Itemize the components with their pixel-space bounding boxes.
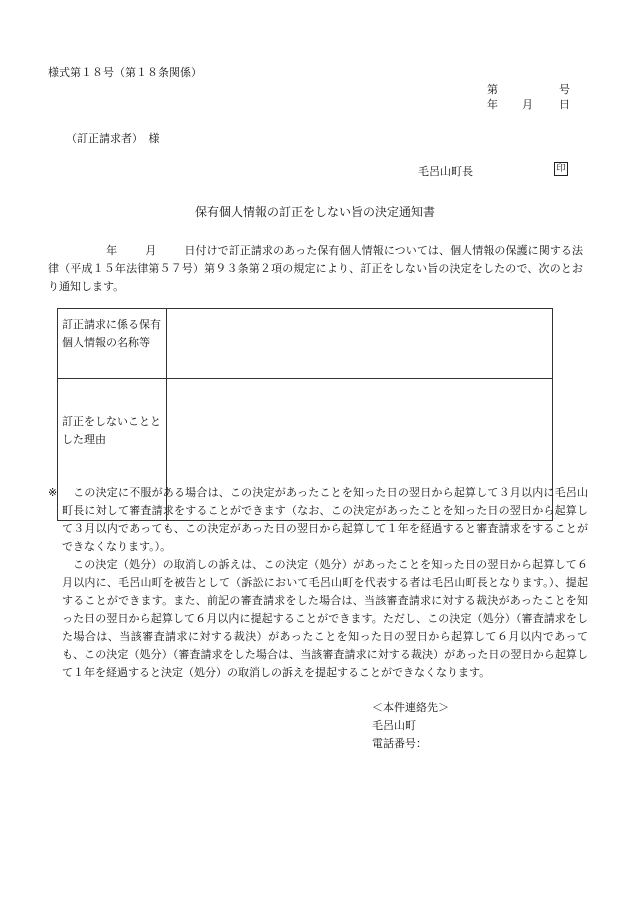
table-row: [58, 309, 553, 379]
note-paragraph-1: [48, 484, 588, 556]
intro-year: 年: [106, 244, 118, 257]
form-id: 様式第１８号（第１８条関係）: [48, 66, 202, 79]
date-month: 月: [522, 98, 533, 111]
number-suffix: 号: [559, 83, 570, 96]
contact-block: [372, 699, 449, 753]
note-text-1: この決定に不服がある場合は、この決定があったことを知った日の翌日から起算して３月以内に毛呂山町長に対して審査請求をすることができます（なお、この決定があったことを知った日の翌日から起算して３月以内であっても、この決定があった日の翌日から起算して１年を経過すると審査請求をすることができなくなります。）。: [62, 486, 588, 553]
row1-value: [167, 309, 553, 379]
note-paragraph-2: この決定（処分）の取消しの訴えは、この決定（処分）があったことを知った日の翌日から起算して６月以内に、毛呂山町を被告として（訴訟において毛呂山町を代表する者は毛呂山町長となります。）、提起することができます。また、前記の審査請求をした場合は、当該審査請求に対する裁決があったことを知った日の翌日から起算して６月以内に提起することができます。ただし、この決定（処分）（審査請求をした場合は、当該審査請求に対する裁決）があったことを知った日の翌日から起算して６月以内であっても、この決定（処分）（審査請求をした場合は、当該審査請求に対する裁決）があった日の翌日から起算して１年を経過すると決定（処分）の取消しの訴えを提起することができなくなります。: [62, 558, 588, 679]
date-year: 年: [487, 98, 498, 111]
number-prefix: 第: [487, 83, 498, 96]
contact-org: 毛呂山町: [372, 719, 416, 732]
intro-paragraph: [48, 242, 583, 296]
document-title: 保有個人情報の訂正をしない旨の決定通知書: [194, 205, 435, 219]
note-mark: ※: [48, 486, 58, 499]
sender: 毛呂山町長: [418, 165, 473, 178]
intro-month: 月: [145, 244, 157, 257]
row1-label: 訂正請求に係る保有個人情報の名称等: [58, 309, 167, 379]
contact-phone-label: 電話番号：: [372, 737, 427, 750]
notes: [48, 484, 588, 682]
date-day: 日: [559, 98, 570, 111]
row2-label: 訂正をしないこととした理由: [58, 379, 167, 521]
recipient: （訂正請求者） 様: [66, 132, 160, 145]
seal-mark: 印: [554, 162, 568, 176]
contact-heading: ＜本件連絡先＞: [372, 701, 449, 714]
intro-body: 日付けで訂正請求のあった保有個人情報については、個人情報の保護に関する法律（平成１５年法律第５７号）第９３条第２項の規定により、訂正をしない旨の決定をしたので、次のとおり通知します。: [48, 244, 584, 293]
